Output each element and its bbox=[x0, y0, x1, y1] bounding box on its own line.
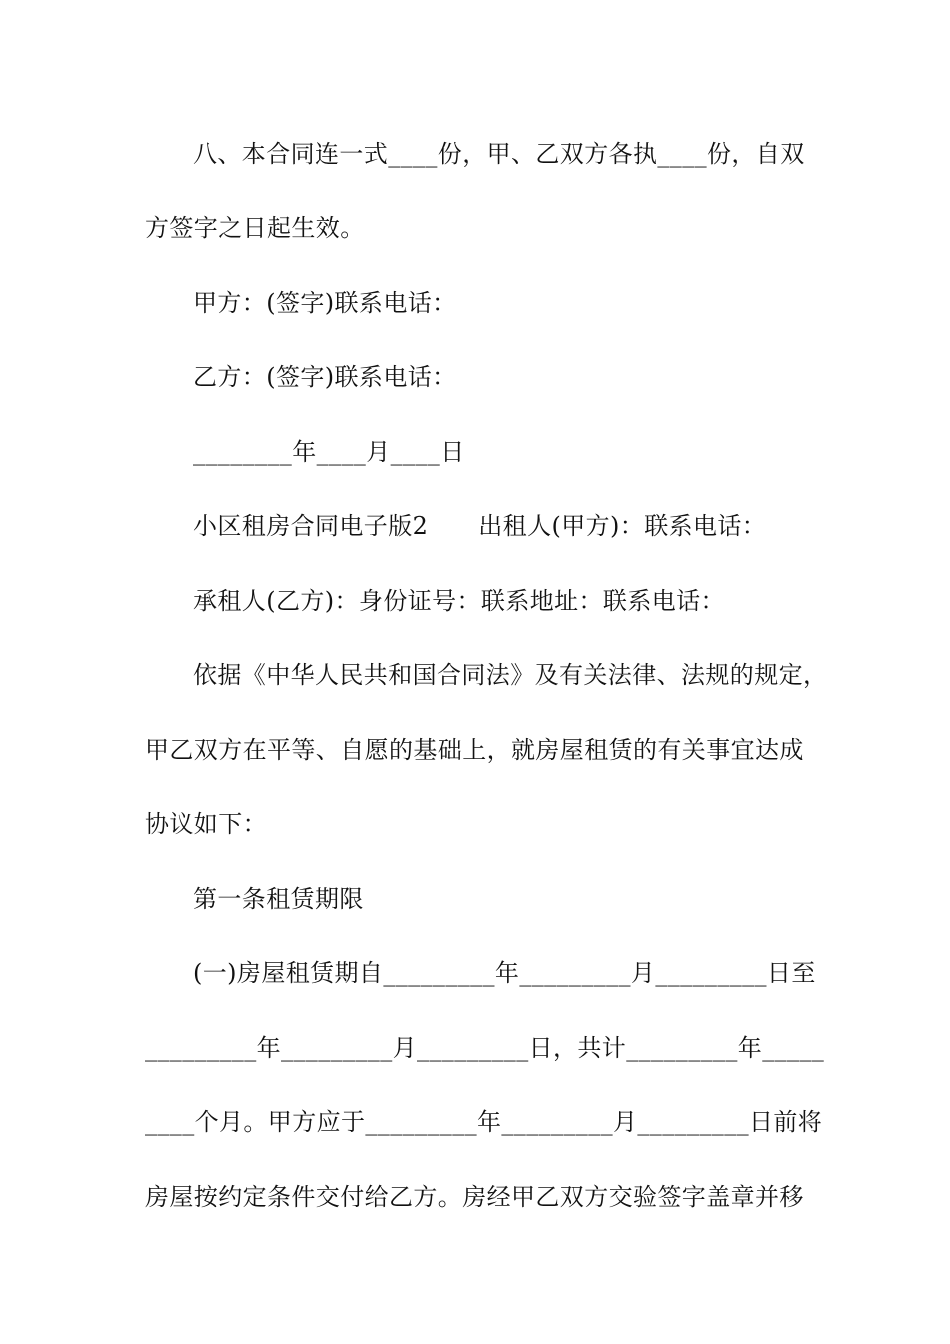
contract-title: 小区租房合同电子版2 bbox=[193, 512, 429, 540]
preamble-line-3: 协议如下： bbox=[145, 810, 267, 838]
preamble-line-2: 甲乙双方在平等、自愿的基础上，就房屋租赁的有关事宜达成 bbox=[145, 736, 804, 764]
clause-eight-line-2: 方签字之日起生效。 bbox=[145, 214, 365, 242]
clause-eight-line-1: 八、本合同连一式____份，甲、乙双方各执____份，自双 bbox=[193, 140, 805, 168]
lease-term-line-2: _________年_________月_________日，共计_________年_____ bbox=[145, 1034, 825, 1062]
party-a-signature-line: 甲方：(签字)联系电话： bbox=[193, 289, 457, 317]
lease-term-line-4: 房屋按约定条件交付给乙方。房经甲乙双方交验签字盖章并移 bbox=[145, 1183, 804, 1211]
lessee-info-line: 承租人(乙方)：身份证号：联系地址：联系电话： bbox=[193, 587, 725, 615]
lease-term-line-3: ____个月。甲方应于_________年_________月_________日前将 bbox=[145, 1108, 823, 1136]
party-b-signature-line: 乙方：(签字)联系电话： bbox=[193, 363, 457, 391]
lease-term-line-1: (一)房屋租赁期自_________年_________月_________日至 bbox=[193, 959, 816, 987]
contract-title-line bbox=[0, 506, 950, 546]
preamble-line-1: 依据《中华人民共和国合同法》及有关法律、法规的规定， bbox=[193, 661, 828, 689]
date-line: ________年____月____日 bbox=[193, 438, 465, 466]
lessor-info: 出租人(甲方)：联系电话： bbox=[478, 512, 767, 540]
article-one-heading: 第一条租赁期限 bbox=[193, 885, 364, 913]
